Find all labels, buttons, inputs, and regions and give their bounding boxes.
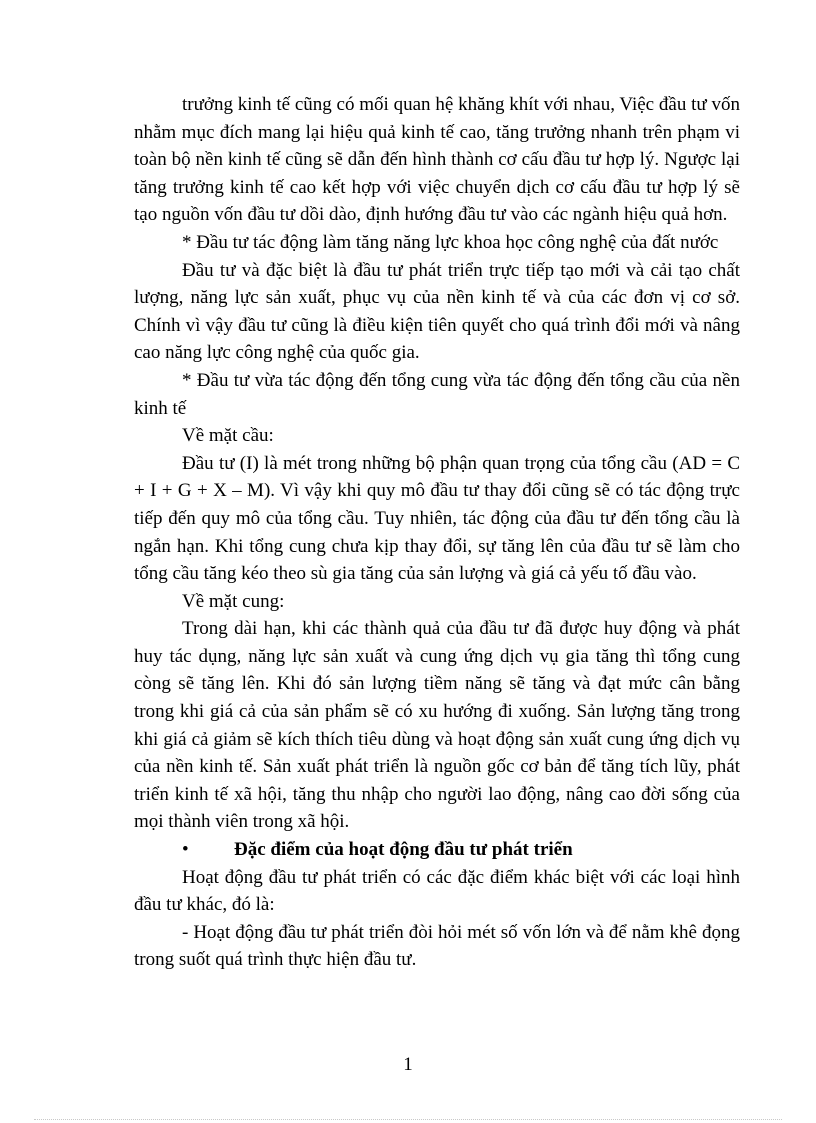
paragraph-demand-side-label: Về mặt cầu: — [182, 425, 274, 447]
paragraph-growth-investment: trưởng kinh tế cũng có mối quan hệ khăng khít với nhau, Việc đầu tư vốn nhằm mục đích mang lại hiệu quả kinh tế cao, tăng trưởng nhanh trên phạm vi toàn bộ nền kinh tế cũng sẽ dẫn đến hình thành cơ cấu đầu tư hợp lý. Ngược lại tăng trưởng kinh tế cao kết hợp với việc chuyển dịch cơ cấu đầu tư hợp lý sẽ tạo nguồn vốn đầu tư dồi dào, định hướng đầu tư vào các ngành hiệu quả hơn. — [134, 94, 740, 226]
bullet-heading — [134, 836, 740, 864]
bullet-icon: • — [182, 839, 189, 861]
paragraph-technology: Đầu tư và đặc biệt là đầu tư phát triển trực tiếp tạo mới và cải tạo chất lượng, năng lực sản xuất, phục vụ của nền kinh tế và của các đơn vị cơ sở. Chính vì vậy đầu tư cũng là điều kiện tiên quyết cho quá trình đổi mới và nâng cao năng lực công nghệ của quốc gia. — [134, 259, 740, 364]
document-body — [134, 91, 740, 974]
page-number: 1 — [403, 1054, 413, 1075]
paragraph-technology-heading: * Đầu tư tác động làm tăng năng lực khoa học công nghệ của đất nước — [182, 231, 719, 253]
paragraph-characteristics-intro: Hoạt động đầu tư phát triển có các đặc điểm khác biệt với các loại hình đầu tư khác, đó là: — [134, 866, 740, 916]
bullet-heading-text: Đặc điểm của hoạt động đầu tư phát triển — [234, 839, 573, 861]
paragraph-supply-side-label: Về mặt cung: — [182, 590, 285, 612]
paragraph-demand-side: Đầu tư (I) là mét trong những bộ phận quan trọng của tổng cầu (AD = C + I + G + X – M). Vì vậy khi quy mô đầu tư thay đổi cũng sẽ có tác động trực tiếp đến quy mô của tổng cầu. Tuy nhiên, tác động của đầu tư đến tổng cầu là ngắn hạn. Khi tổng cung chưa kịp thay đổi, sự tăng lên của đầu tư sẽ làm cho tổng cầu tăng kéo theo sù gia tăng của sản lượng và giá cả yếu tố đầu vào. — [134, 452, 740, 585]
paragraph-supply-side: Trong dài hạn, khi các thành quả của đầu tư đã được huy động và phát huy tác dụng, năng lực sản xuất và cung ứng dịch vụ gia tăng thì tổng cung còng sẽ tăng lên. Khi đó sản lượng tiềm năng sẽ tăng và đạt mức cân bằng trong khi giá cả của sản phẩm sẽ có xu hướng đi xuống. Sản lượng tăng trong khi giá cả giảm sẽ kích thích tiêu dùng và hoạt động sản xuất cung ứng dịch vụ của nền kinh tế. Sản xuất phát triển là nguồn gốc cơ bản để tăng tích lũy, phát triển kinh tế xã hội, tăng thu nhập cho người lao động, nâng cao đời sống của mọi thành viên trong xã hội. — [134, 618, 740, 833]
paragraph-characteristic-capital: - Hoạt động đầu tư phát triển đòi hỏi mét số vốn lớn và để nằm khê đọng trong suốt quá trình thực hiện đầu tư. — [134, 921, 740, 971]
page-bottom-divider — [34, 1119, 782, 1120]
paragraph-supply-demand-heading: * Đầu tư vừa tác động đến tổng cung vừa tác động đến tổng cầu của nền kinh tế — [134, 369, 740, 419]
